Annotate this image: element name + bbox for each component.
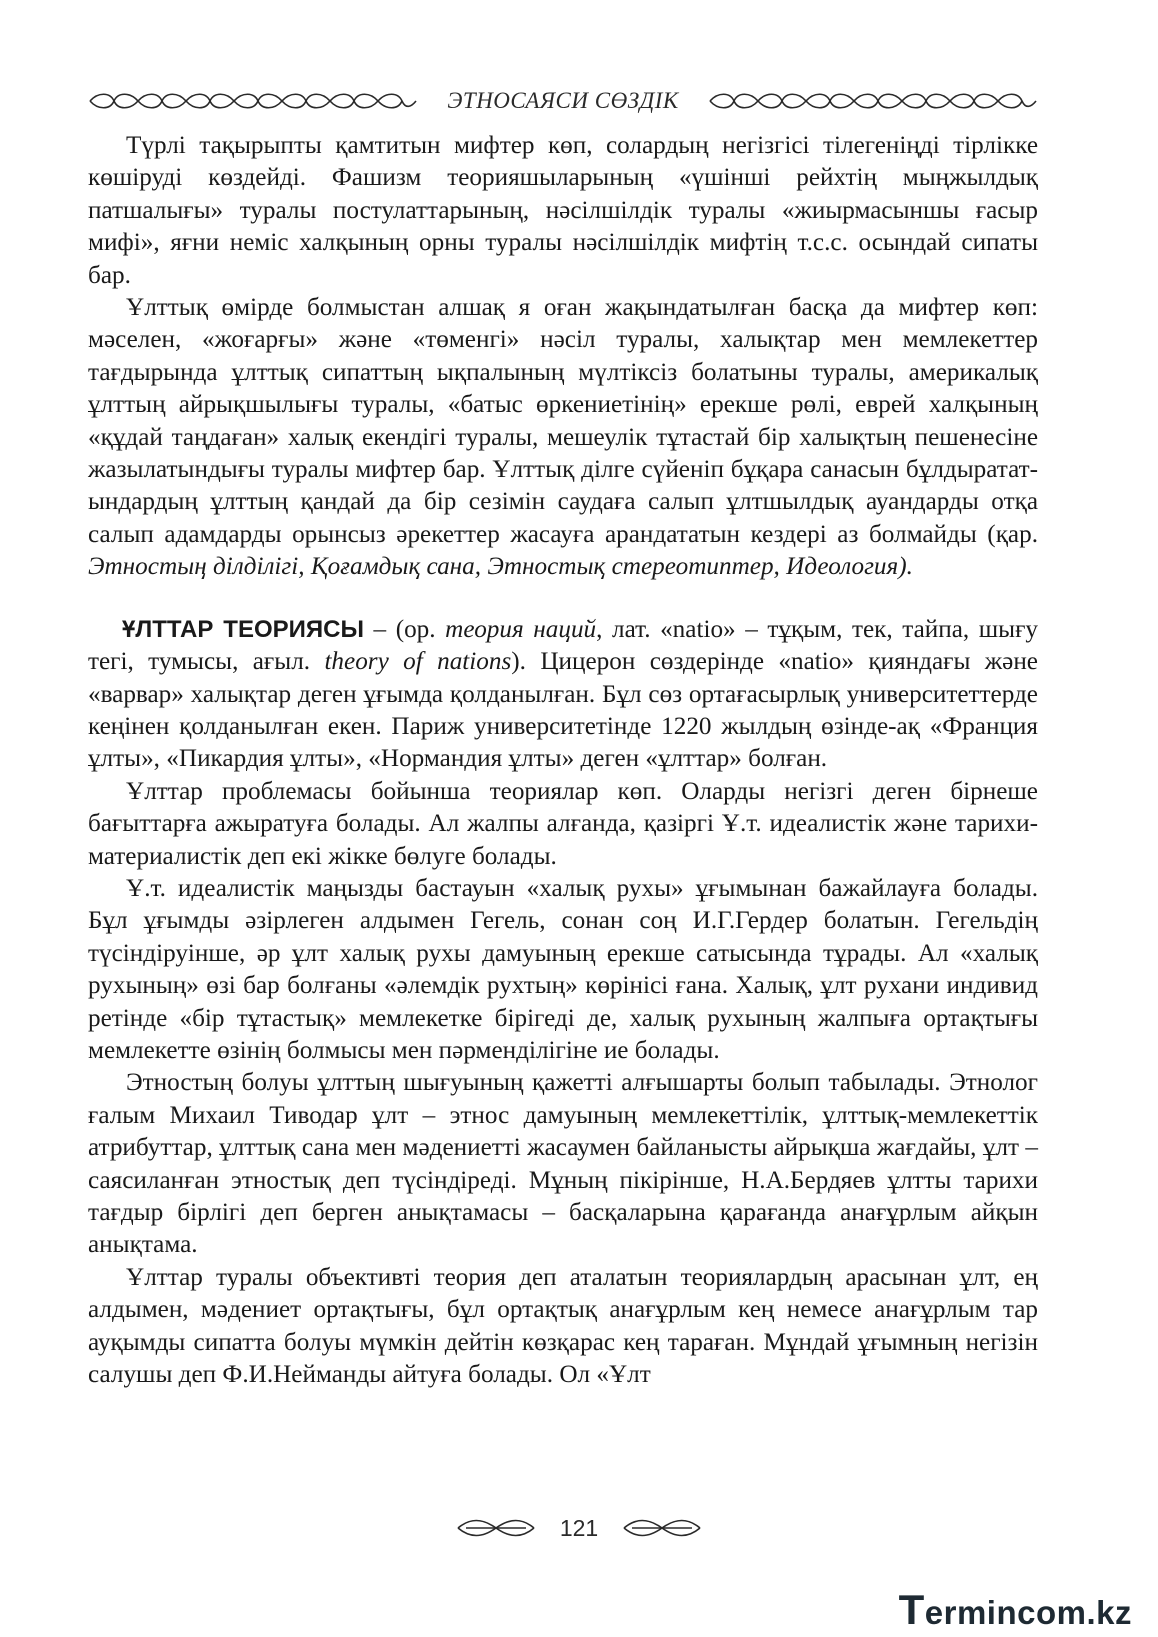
paragraph <box>88 292 1038 584</box>
header-title: ЭТНОСАЯСИ СӨЗДІК <box>447 88 679 113</box>
paragraph-text: , лат. «natio» – тұқым, тек, тайпа, шығу тегі, тумысы, ағыл. <box>88 615 1038 676</box>
site-watermark: Termincom.kz <box>898 1586 1132 1633</box>
ornament-right-icon <box>708 90 1038 112</box>
paragraph: Ұлттар проблемасы бойынша теориялар көп. Оларды негізгі деген бірнеше бағыттарға ажыратуға болады. Ал жалпы алғанда, қазіргі Ұ.т. идеалистік және тарихи-материалистік деп екі жікке бөлуге болады. <box>88 777 1038 870</box>
paragraph: Ұ.т. идеалистік маңызды бастауын «халық рухы» ұғымынан бажайлауға болады. Бұл ұғымды әзірлеген алдымен Гегель, сонан соң И.Г.Гердер болатын. Гегельдің түсіндіруінше, әр ұлт халық рухы дамуының ерекше сатысында тұрады. Ал «халық рухының» өзі бар болғаны «әлемдік рухтың» көрінісі ғана. Халық, ұлт рухани индивид ретінде «бір тұтастық» мемлекетке бірігеді де, халық рухының жалпыға ортақтығы мемлекетте өзінің болмысы мен пәрменділігіне ие болады. <box>88 874 1038 1064</box>
cross-references: Этностың ділділігі, Қоғамдық сана, Этностық стереотиптер, Идеология). <box>88 553 913 581</box>
paragraph: Этностың болуы ұлттың шығуының қажетті алғышарты болып табылады. Этнолог ғалым Михаил Тиводар ұлт – этнос дамуының мемлекеттілік, ұлттық-мемлекеттік атрибуттар, ұлттық сана мен мәдениетті жасаумен байланысты айрықша жағдайы, ұлт – саясиланған этностық деп түсіндіреді. Мұның пікірінше, Н.А.Бердяев ұлтты тарихи тағдыр бірлігі деп берген анықтамасы – басқаларына қарағанда анағұрлым айқын анықтама. <box>88 1069 1038 1259</box>
ornament-flourish-left-icon <box>456 1516 536 1540</box>
paragraph-text: – (ор. <box>363 615 446 643</box>
page-header <box>88 86 1038 116</box>
page-number: 121 <box>559 1514 599 1541</box>
english-term: theory of nations <box>324 648 512 676</box>
paragraph: Түрлі тақырыпты қамтитын мифтер көп, солардың негізгісі тілегеніңді тірлікке көшіруді көздейді. Фашизм теорияшыларының «үшінші рейхтің мыңжылдық патшалығы» туралы постулаттарының, нәсілшілдік туралы «жиырмасыншы ғасыр мифі», яғни неміс халқының орны туралы нәсілшілдік мифтің т.с.с. осындай сипаты бар. <box>88 132 1038 289</box>
russian-term: теория наций <box>445 615 597 643</box>
ornament-left-icon <box>88 90 418 112</box>
page-footer <box>0 1512 1158 1544</box>
entry-paragraph <box>88 614 1038 776</box>
ornament-flourish-right-icon <box>622 1516 702 1540</box>
paragraph: Ұлттар туралы объективті теория деп аталатын теориялардың арасынан ұлт, ең алдымен, мәдениет ортақтығы, бұл ортақтық анағұрлым кең немесе анағұрлым тар ауқымды сипатта болуы мүмкін дейтін көзқарас кең тараған. Мұндай ұғымның негізін салушы деп Ф.И.Нейманды айтуға болады. Ол «Ұлт <box>88 1263 1038 1389</box>
entry-term: ҰЛТТАР ТЕОРИЯСЫ <box>122 615 364 643</box>
paragraph-text: Ұлттық өмірде болмыстан алшақ я оған жақындатылған басқа да мифтер көп: мәселен, «жоғарғы» және «төменгі» нәсіл туралы, халықтар мен мемлекеттер тағдырында ұлттық сипаттың ықпалының мүлтіксіз болатыны туралы, америкалық ұлттың айрықшылығы туралы, «батыс өркениетінің» ерекше рөлі, еврей халқының «құдай таңдаған» халық екендігі туралы, мешеулік тұтастай бір халықтың пешенесіне жазылатындығы туралы мифтер бар. Ұлттық ділге сүйеніп бұқара санасын бұлдырататындардың ұлттың қандай да бір сезімін саудаға салып ұлтшылдық ауандарды отқа салып адамдарды орынсыз әрекеттер жасауға арандататын кездері аз болмайды (қар. <box>88 294 1038 548</box>
paragraph-text: ). Цицерон сөздерінде «natio» қияндағы және «варвар» халықтар деген ұғымда қолданылған. Бұл сөз ортағасырлық университеттерде кеңінен қолданылған екен. Париж университетінде 1220 жылдың өзінде-ақ «Франция ұлты», «Пикардия ұлты», «Нормандия ұлты» деген «ұлттар» болған. <box>88 648 1038 773</box>
page-body <box>88 130 1038 1391</box>
